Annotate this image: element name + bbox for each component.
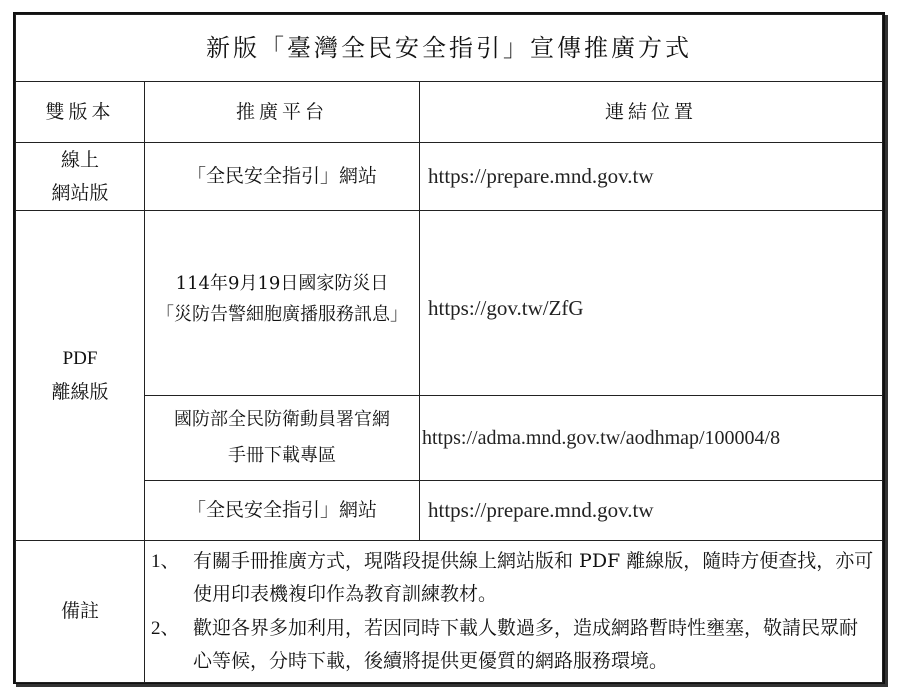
- table-row-pdf-3: [16, 481, 883, 541]
- note-text: 有關手冊推廣方式，現階段提供線上網站版和 PDF 離線版，隨時方便查找，亦可使用印表機複印作為教育訓練教材。: [193, 550, 874, 606]
- promotion-table-frame: [13, 12, 885, 684]
- platform-cell: 「全民安全指引」網站: [145, 481, 420, 541]
- note-number: 2、: [151, 617, 180, 639]
- table-row-pdf-1: [16, 211, 883, 396]
- header-version: 雙版本: [16, 82, 145, 143]
- note-text: 歡迎各界多加利用，若因同時下載人數過多，造成網路暫時性壅塞，敬請民眾耐心等候，分時下載，後續將提供更優質的網路服務環境。: [193, 616, 859, 672]
- notes-cell: [145, 541, 883, 683]
- header-row: [16, 82, 883, 143]
- version-pdf: [16, 211, 145, 541]
- platform-cell: [145, 396, 420, 481]
- version-line: 離線版: [51, 380, 109, 403]
- header-platform: 推廣平台: [145, 82, 420, 143]
- version-line: PDF: [62, 348, 98, 370]
- platform-cell: [145, 211, 420, 396]
- table-row-online: [16, 143, 883, 211]
- table-row-pdf-2: [16, 396, 883, 481]
- platform-cell: 「全民安全指引」網站: [145, 143, 420, 211]
- platform-line: 國防部全民防衛動員署官網: [174, 409, 390, 430]
- platform-line: 「災防告警細胞廣播服務訊息」: [156, 303, 408, 325]
- promotion-table: [15, 14, 883, 683]
- header-link: 連結位置: [420, 82, 883, 143]
- note-item: [151, 612, 876, 679]
- notes-label: 備註: [16, 541, 145, 683]
- link-cell[interactable]: https://prepare.mnd.gov.tw: [420, 481, 883, 541]
- platform-line: 手冊下載專區: [228, 445, 336, 466]
- table-row-notes: [16, 541, 883, 683]
- link-cell[interactable]: https://gov.tw/ZfG: [420, 211, 883, 396]
- link-cell[interactable]: https://adma.mnd.gov.tw/aodhmap/100004/8: [420, 396, 883, 481]
- link-cell[interactable]: https://prepare.mnd.gov.tw: [420, 143, 883, 211]
- version-line: 網站版: [51, 181, 109, 204]
- platform-line: 114年9月19日國家防災日: [175, 273, 389, 294]
- note-number: 1、: [151, 551, 180, 572]
- table-title: 新版「臺灣全民安全指引」宣傳推廣方式: [16, 15, 883, 82]
- note-item: [151, 545, 876, 612]
- version-line: 線上: [60, 149, 99, 172]
- version-online: [16, 143, 145, 211]
